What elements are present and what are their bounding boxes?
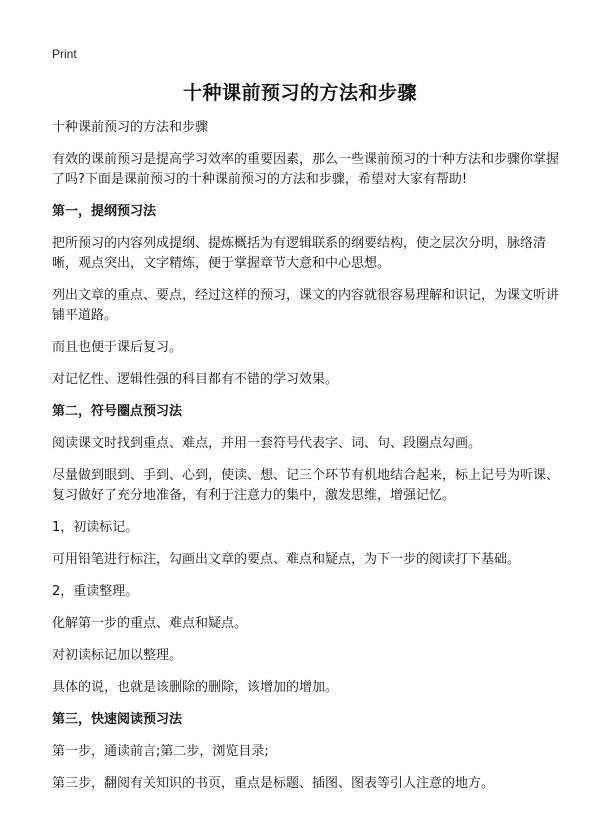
paragraph: 第三步，翻阅有关知识的书页，重点是标题、插图、图表等引人注意的地方。 xyxy=(52,776,495,791)
paragraph: 化解第一步的重点、难点和疑点。 xyxy=(52,616,248,631)
paragraph: 可用铅笔进行标注，勾画出文章的要点、难点和疑点，为下一步的阅读打下基础。 xyxy=(52,552,521,567)
section-heading: 第三，快速阅读预习法 xyxy=(52,712,183,727)
intro-paragraph: 有效的课前预习是提高学习效率的重要因素，那么一些课前预习的十种方法和步骤你掌握了吗?下面是课前预习的十种课前预习的方法和步骤，希望对大家有帮助! xyxy=(52,152,560,187)
paragraph: 而且也便于课后复习。 xyxy=(52,340,183,355)
paragraph: 把所预习的内容列成提纲、提炼概括为有逻辑联系的纲要结构，使之层次分明，脉络清晰，观点突出，文字精炼，便于掌握章节大意和中心思想。 xyxy=(52,236,547,271)
paragraph: 第一步，通读前言;第二步，浏览目录; xyxy=(52,744,269,759)
paragraph: 2，重读整理。 xyxy=(52,584,139,599)
section-heading: 第一，提纲预习法 xyxy=(52,204,157,219)
document-subtitle: 十种课前预习的方法和步骤 xyxy=(52,120,209,135)
paragraph: 对初读标记加以整理。 xyxy=(52,648,183,663)
print-label: Print xyxy=(52,47,77,61)
paragraph: 阅读课文时找到重点、难点，并用一套符号代表字、词、句、段圈点勾画。 xyxy=(52,436,482,451)
paragraph: 具体的说，也就是该删除的删除，该增加的增加。 xyxy=(52,680,339,695)
page-title: 十种课前预习的方法和步骤 xyxy=(182,82,417,104)
paragraph: 列出文章的重点、要点，经过这样的预习，课文的内容就很容易理解和识记，为课文听讲铺平道路。 xyxy=(52,288,560,323)
document-body xyxy=(52,118,560,806)
paragraph: 对记忆性、逻辑性强的科目都有不错的学习效果。 xyxy=(52,372,339,387)
paragraph: 尽量做到眼到、手到、心到，使读、想、记三个环节有机地结合起来，标上记号为听课、复习做好了充分地准备，有利于注意力的集中，激发思维，增强记忆。 xyxy=(52,468,560,503)
paragraph: 1，初读标记。 xyxy=(52,520,139,535)
section-heading: 第二，符号圈点预习法 xyxy=(52,404,183,419)
